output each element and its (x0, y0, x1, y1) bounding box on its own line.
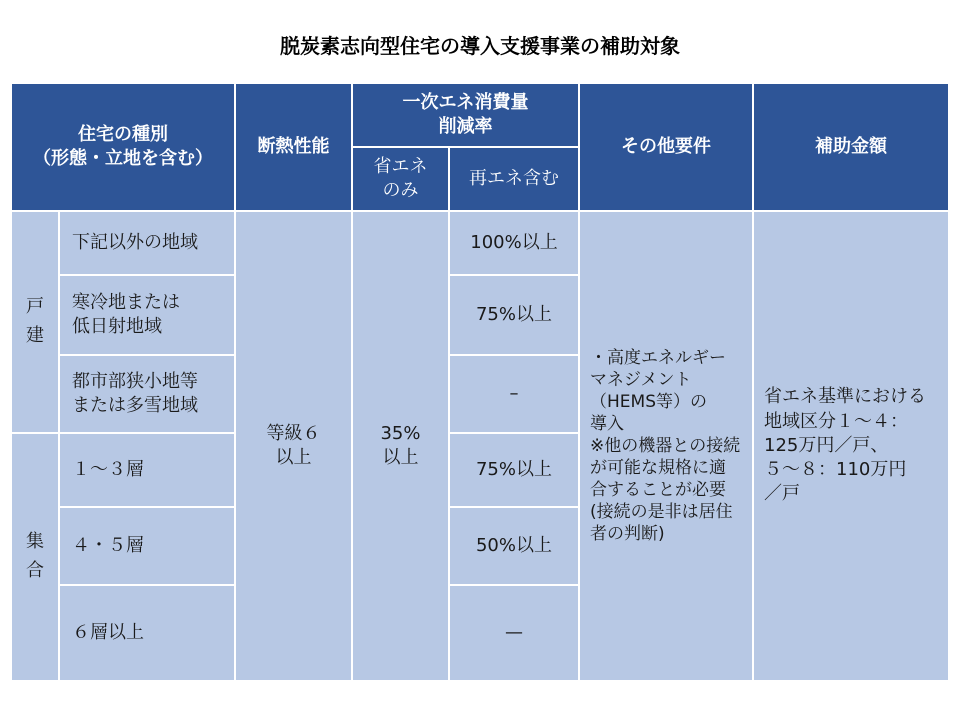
area-row-5: ４・５層 (60, 508, 234, 584)
subsidy-amount-text: 省エネ基準における 地域区分１～４： 125万円／戸、 ５～８：110万円 ／戸 (754, 212, 948, 680)
renewable-row-4: 75%以上 (450, 434, 578, 506)
header-other-requirements: その他要件 (580, 84, 752, 210)
header-insulation: 断熱性能 (236, 84, 351, 210)
renewable-row-6: — (450, 586, 578, 680)
insulation-value: 等級６ 以上 (236, 212, 351, 680)
header-housing-type: 住宅の種別 （形態・立地を含む） (12, 84, 234, 210)
renewable-row-2: 75%以上 (450, 276, 578, 354)
header-sai-ene-included: 再エネ含む (450, 148, 578, 210)
group-detached-char-1: 戸 (26, 296, 44, 318)
group-apartment (12, 434, 58, 680)
header-subsidy-amount: 補助金額 (754, 84, 948, 210)
area-row-4: １～３層 (60, 434, 234, 506)
header-reduction-rate: 一次エネ消費量 削減率 (353, 84, 578, 146)
renewable-row-3: – (450, 356, 578, 432)
renewable-row-5: 50%以上 (450, 508, 578, 584)
header-sho-ene-only: 省エネ のみ (353, 148, 448, 210)
group-apartment-char-2: 合 (26, 560, 44, 581)
other-requirements-text: ・高度エネルギー マネジメント （HEMS等）の 導入 ※他の機器との接続 が可能な規格に適 合することが必要 (接続の是非は居住 者の判断) (580, 212, 752, 680)
group-apartment-char-1: 集 (26, 531, 44, 553)
area-row-1: 下記以外の地域 (60, 212, 234, 274)
group-detached-char-2: 建 (26, 325, 44, 346)
area-row-3: 都市部狭小地等 または多雪地域 (60, 356, 234, 432)
area-row-6: ６層以上 (60, 586, 234, 680)
page-title: 脱炭素志向型住宅の導入支援事業の補助対象 (280, 34, 680, 58)
area-row-2: 寒冷地または 低日射地域 (60, 276, 234, 354)
renewable-row-1: 100%以上 (450, 212, 578, 274)
group-detached-house (12, 212, 58, 432)
sho-ene-only-value: 35% 以上 (353, 212, 448, 680)
